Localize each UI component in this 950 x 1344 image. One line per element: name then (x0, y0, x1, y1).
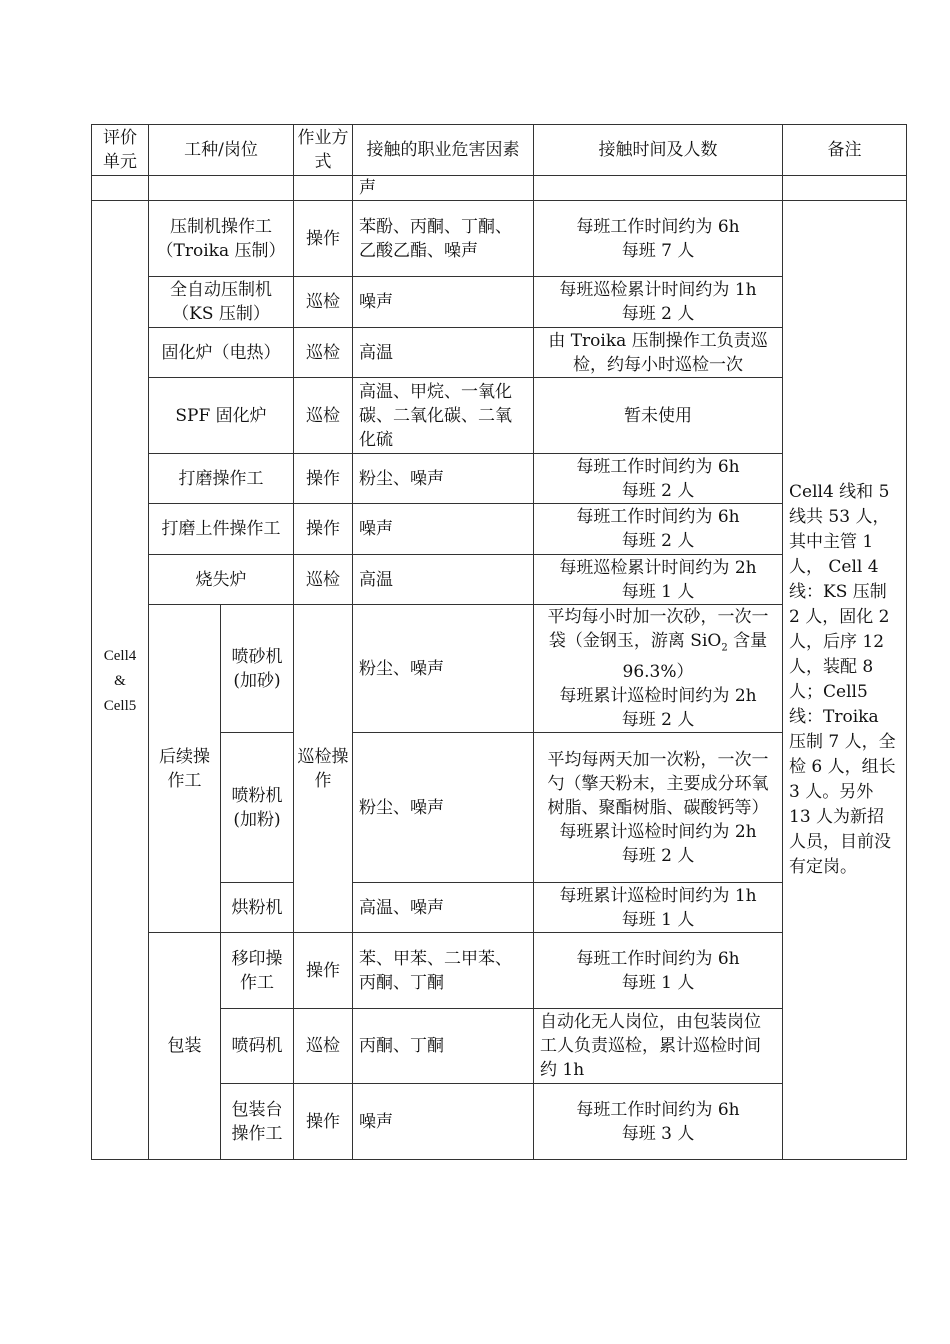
time-cell: 每班工作时间约为 6h 每班 7 人 (534, 201, 783, 277)
header-unit: 评价单元 (92, 125, 149, 176)
hazard-cell: 苯、甲苯、二甲苯、丙酮、丁酮 (353, 933, 534, 1009)
time-cell: 平均每两天加一次粉，一次一勺（擎天粉末，主要成分环氧树脂、聚酯树脂、碳酸钙等） 每班累计巡检时间约为 2h 每班 2 人 (534, 733, 783, 883)
group-followup-name: 后续操作工 (149, 605, 221, 933)
hazard-cell: 高温 (353, 555, 534, 605)
note-cell: Cell4 线和 5 线共 53 人，其中主管 1 人， Cell 4 线：KS 压制 2 人，固化 2 人，后序 12 人，装配 8 人；Cell5 线：Troika 压制 7 人，全检 6 人，组长 3 人。另外 13 人为新招人员，目前没有定岗。 (783, 201, 907, 1160)
subjob-cell: 喷码机 (221, 1009, 294, 1084)
time-cell: 自动化无人岗位，由包装岗位工人负责巡检，累计巡检时间约 1h (534, 1009, 783, 1084)
subjob-cell: 包装台操作工 (221, 1084, 294, 1160)
hazard-cell: 丙酮、丁酮 (353, 1009, 534, 1084)
subjob-cell: 移印操作工 (221, 933, 294, 1009)
job-cell: 打磨操作工 (149, 454, 294, 504)
time-cell: 由 Troika 压制操作工负责巡检，约每小时巡检一次 (534, 328, 783, 378)
carry-hazard: 声 (353, 176, 534, 201)
hazard-cell: 噪声 (353, 277, 534, 328)
hazard-cell: 噪声 (353, 504, 534, 555)
header-row (92, 125, 907, 176)
hazard-cell: 粉尘、噪声 (353, 605, 534, 733)
time-cell: 每班工作时间约为 6h 每班 2 人 (534, 504, 783, 555)
unit-cell: Cell4 & Cell5 (92, 201, 149, 1160)
table-row (92, 201, 907, 277)
header-hazard: 接触的职业危害因素 (353, 125, 534, 176)
header-job: 工种/岗位 (149, 125, 294, 176)
subjob-cell: 喷砂机(加砂) (221, 605, 294, 733)
group-pack-name: 包装 (149, 933, 221, 1160)
hazard-cell: 高温、噪声 (353, 883, 534, 933)
time-text-c: 每班累计巡检时间约为 2h 每班 2 人 (559, 686, 757, 731)
hazard-cell: 高温 (353, 328, 534, 378)
hazard-cell: 粉尘、噪声 (353, 454, 534, 504)
header-note: 备注 (783, 125, 907, 176)
subjob-cell: 喷粉机(加粉) (221, 733, 294, 883)
mode-cell: 巡检 (294, 555, 353, 605)
carry-row (92, 176, 907, 201)
mode-cell: 巡检 (294, 1009, 353, 1084)
mode-cell: 操作 (294, 454, 353, 504)
time-cell: 每班巡检累计时间约为 1h 每班 2 人 (534, 277, 783, 328)
mode-cell: 巡检 (294, 277, 353, 328)
mode-cell: 操作 (294, 504, 353, 555)
time-text-a: 平均每小时加一次砂，一次一袋（金钢玉，游离 SiO$_2$ 含量 96.3%） (547, 607, 769, 683)
group-followup-mode: 巡检操作 (294, 605, 353, 933)
header-time: 接触时间及人数 (534, 125, 783, 176)
time-cell: 每班工作时间约为 6h 每班 2 人 (534, 454, 783, 504)
hazard-cell: 苯酚、丙酮、丁酮、乙酸乙酯、噪声 (353, 201, 534, 277)
time-cell: 每班工作时间约为 6h 每班 3 人 (534, 1084, 783, 1160)
mode-cell: 操作 (294, 201, 353, 277)
mode-cell: 操作 (294, 1084, 353, 1160)
mode-cell: 操作 (294, 933, 353, 1009)
subjob-cell: 烘粉机 (221, 883, 294, 933)
time-cell: 每班工作时间约为 6h 每班 1 人 (534, 933, 783, 1009)
job-cell: 全自动压制机（KS 压制） (149, 277, 294, 328)
hazard-cell: 粉尘、噪声 (353, 733, 534, 883)
job-cell: SPF 固化炉 (149, 378, 294, 454)
job-cell: 打磨上件操作工 (149, 504, 294, 555)
hazard-cell: 噪声 (353, 1084, 534, 1160)
header-mode: 作业方式 (294, 125, 353, 176)
mode-cell: 巡检 (294, 328, 353, 378)
time-cell: 每班巡检累计时间约为 2h 每班 1 人 (534, 555, 783, 605)
mode-cell: 巡检 (294, 378, 353, 454)
job-cell: 固化炉（电热） (149, 328, 294, 378)
time-cell: 暂未使用 (534, 378, 783, 454)
job-cell: 烧失炉 (149, 555, 294, 605)
time-cell: 每班累计巡检时间约为 1h 每班 1 人 (534, 883, 783, 933)
hazard-table (91, 124, 907, 1160)
time-cell (534, 605, 783, 733)
hazard-cell: 高温、甲烷、一氧化碳、二氧化碳、二氧化硫 (353, 378, 534, 454)
job-cell: 压制机操作工（Troika 压制） (149, 201, 294, 277)
